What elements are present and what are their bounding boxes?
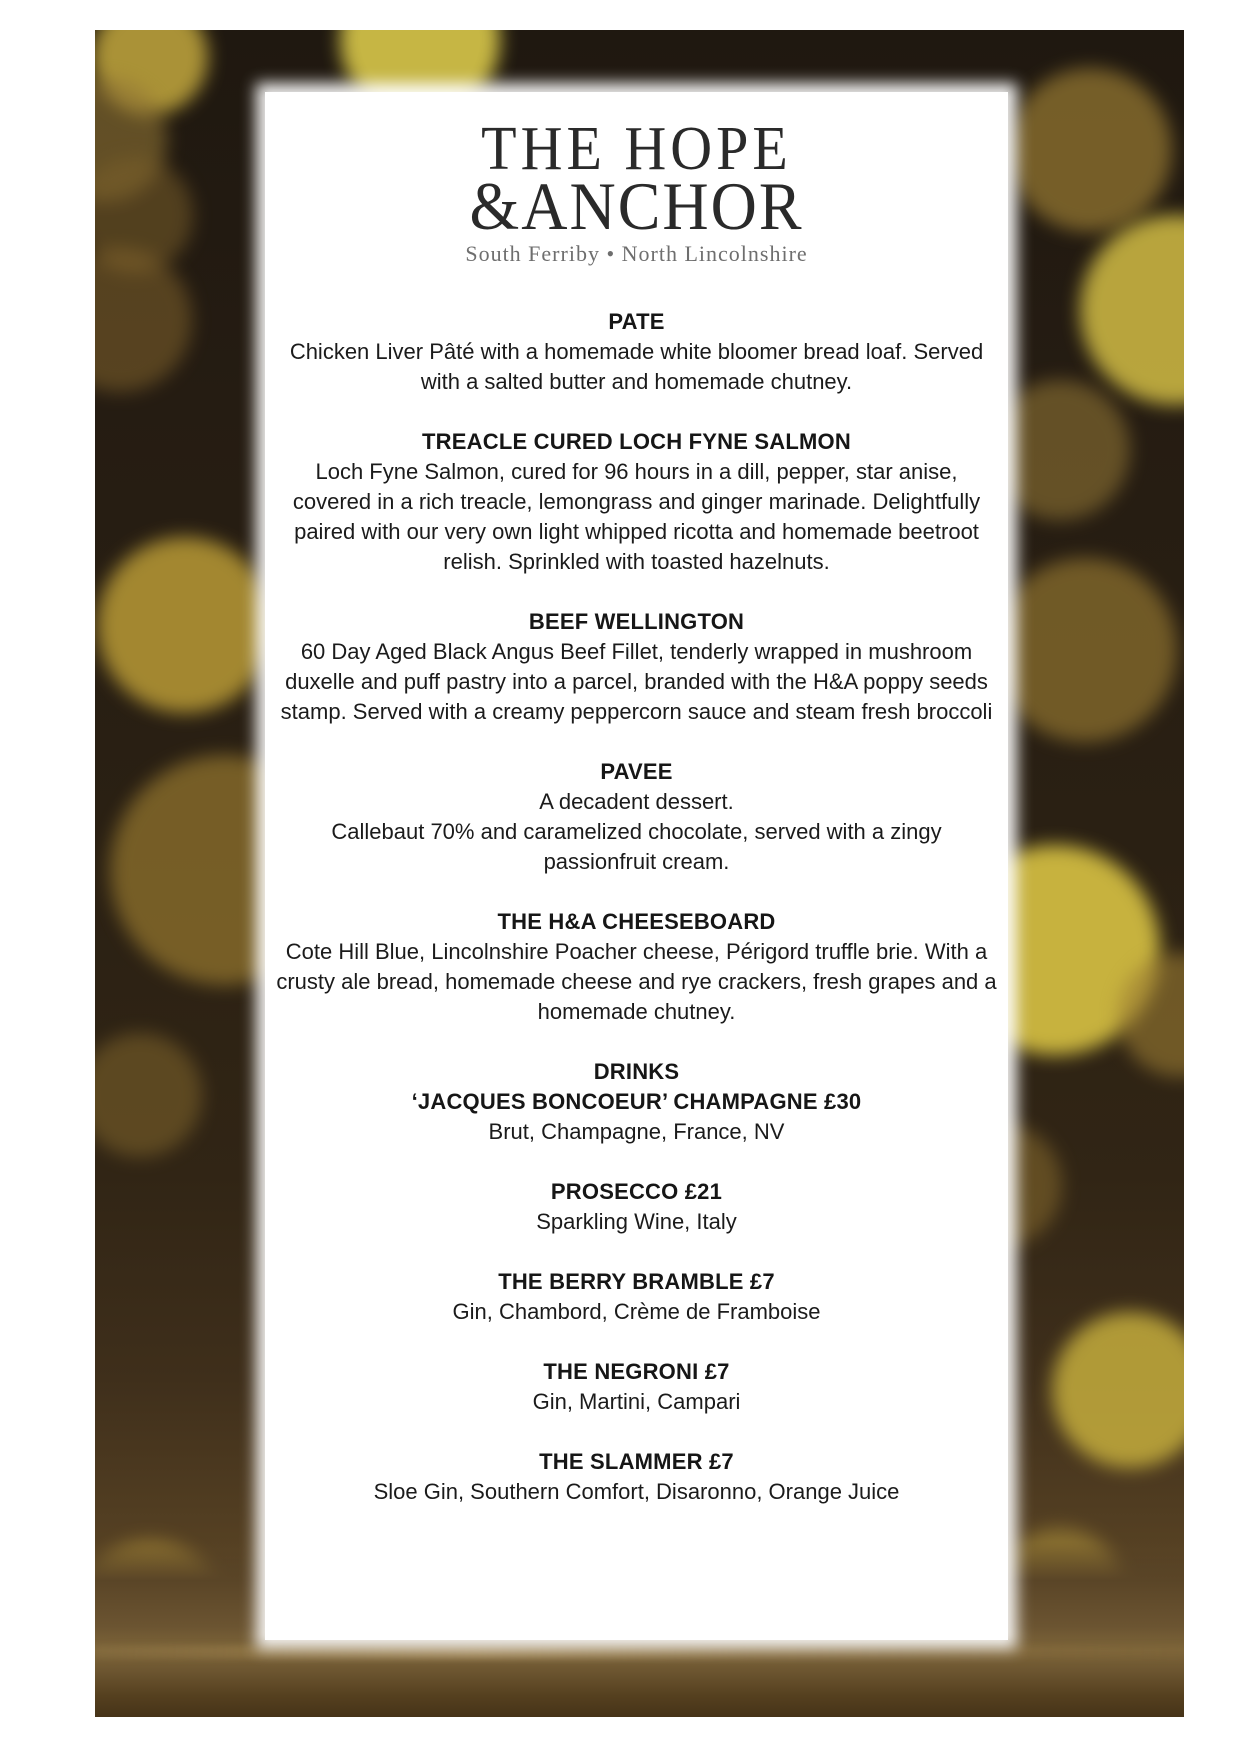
logo-title-line2: &ANCHOR [469,168,804,244]
drinks-header: DRINKS [593,1059,680,1084]
restaurant-logo [275,112,998,267]
dish-title: TREACLE CURED LOCH FYNE SALMON [422,429,851,454]
bokeh-light [990,380,1130,520]
dish-title: PATE [608,309,665,334]
dish-title: BEEF WELLINGTON [528,609,745,634]
drink-description: Sloe Gin, Southern Comfort, Disaronno, Orange Juice [373,1479,900,1504]
drink-item-berry-bramble [275,1267,998,1327]
drink-item-prosecco [275,1177,998,1237]
drink-description: Gin, Chambord, Crème de Framboise [452,1299,821,1324]
drink-name: THE NEGRONI £7 [543,1359,730,1384]
menu-section-pate [275,307,998,397]
drink-name: ‘JACQUES BONCOEUR’ CHAMPAGNE £30 [411,1089,862,1114]
drink-name: PROSECCO £21 [550,1179,723,1204]
bokeh-light [97,537,273,713]
drink-description: Brut, Champagne, France, NV [488,1119,785,1144]
drink-description: Sparkling Wine, Italy [536,1209,737,1234]
bokeh-light [1052,1312,1184,1468]
dish-description: Callebaut 70% and caramelized chocolate, served with a zingy passionfruit cream. [331,819,942,874]
dish-title: PAVEE [600,759,673,784]
dish-title: THE H&A CHEESEBOARD [497,909,776,934]
drink-description: Gin, Martini, Campari [532,1389,741,1414]
bokeh-light [993,558,1177,742]
bokeh-light [1008,68,1172,232]
bokeh-light [95,1033,202,1157]
menu-section-beef-wellington [275,607,998,727]
drink-name: THE BERRY BRAMBLE £7 [498,1269,775,1294]
dish-description: Loch Fyne Salmon, cured for 96 hours in a dill, pepper, star anise, covered in a rich treacle, lemongrass and ginger marinade. Delightfully paired with our very own light whipped ricotta and homemade beetroot relish. Sprinkled with toasted hazelnuts. [292,459,981,574]
dish-description: Chicken Liver Pâté with a homemade white bloomer bread loaf. Served with a salted butter and homemade chutney. [289,339,984,394]
menu-section-drinks [275,1057,998,1507]
dish-description: 60 Day Aged Black Angus Beef Fillet, tenderly wrapped in mushroom duxelle and puff pastry into a parcel, branded with the H&A poppy seeds stamp. Served with a creamy peppercorn sauce and steam fresh broccoli [280,639,993,724]
bokeh-light [1080,215,1184,405]
menu-card [265,92,1008,1640]
bokeh-light [95,248,192,392]
drink-name: THE SLAMMER £7 [539,1449,734,1474]
menu-section-pavee [275,757,998,877]
drink-item-negroni [275,1357,998,1417]
menu-section-cheeseboard [275,907,998,1027]
dish-description: A decadent dessert. [539,789,734,814]
logo-subtitle: South Ferriby • North Lincolnshire [465,241,808,266]
logo-title-line1: THE HOPE [481,112,792,183]
drink-item-champagne [275,1087,998,1147]
wood-grain-streak [95,1645,1184,1659]
menu-section-salmon [275,427,998,577]
drink-item-slammer [275,1447,998,1507]
dish-description: Cote Hill Blue, Lincolnshire Poacher cheese, Périgord truffle brie. With a crusty ale bread, homemade cheese and rye crackers, fresh grapes and a homemade chutney. [276,939,997,1024]
